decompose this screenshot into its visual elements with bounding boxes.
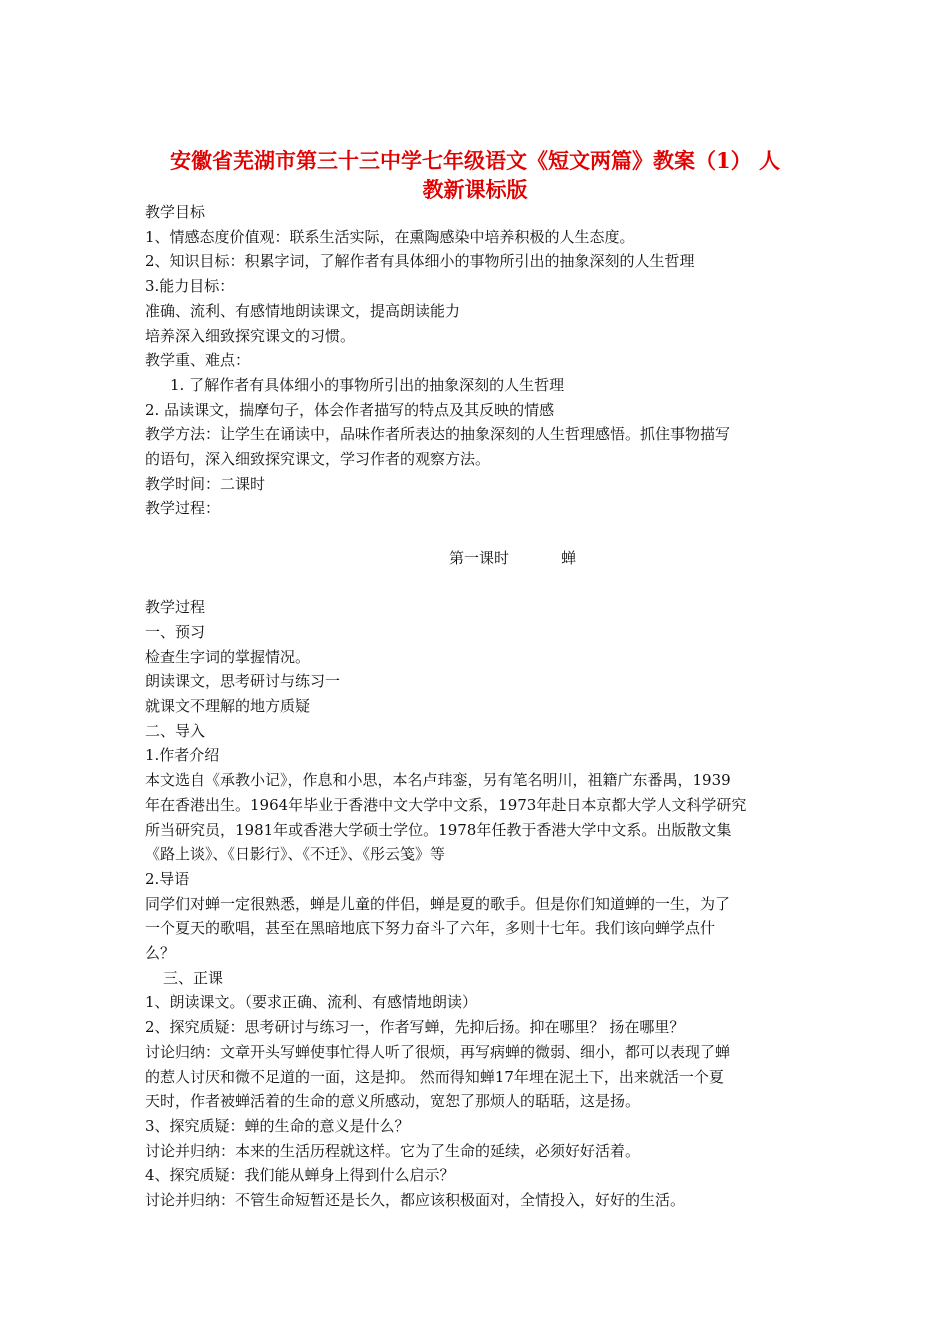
section-line: 一个夏天的歌唱，甚至在黑暗地底下努力奋斗了六年，多则十七年。我们该向蝉学点什	[145, 919, 716, 938]
section-line: 4、探究质疑：我们能从蝉身上得到什么启示？	[145, 1166, 455, 1185]
section-line: 朗读课文，思考研讨与练习一	[145, 672, 341, 691]
section-line: 所当研究员，1981年或香港大学硕士学位。1978年任教于香港大学中文系。出版散文集	[145, 820, 732, 839]
section-three-heading: 三、正课	[163, 968, 224, 987]
section-line: 讨论归纳：文章开头写蝉使事忙得人听了很烦，再写病蝉的微弱、细小，都可以表现了蝉	[145, 1042, 731, 1061]
intro-line: 准确、流利、有感情地朗读课文，提高朗读能力	[145, 301, 461, 320]
method-line: 教学方法：让学生在诵读中，品味作者所表达的抽象深刻的人生哲理感悟。抓住事物描写	[145, 425, 731, 444]
title-line-2: 教新课标版	[422, 177, 528, 202]
document-title	[130, 146, 820, 204]
section-line: 2.导语	[145, 869, 190, 888]
section-line: 本文选自《承教小记》，作息和小思，本名卢玮銮，另有笔名明川，祖籍广东番禺，1939	[145, 771, 731, 790]
teaching-process: 教学过程：	[145, 499, 221, 518]
section-line: 《路上谈》、《日影行》、《不迁》、《彤云笺》等	[145, 845, 446, 864]
section-line: 检查生字词的掌握情况。	[145, 647, 311, 666]
section-line: 同学们对蝉一定很熟悉，蝉是儿童的伴侣，蝉是夏的歌手。但是你们知道蝉的一生，为了	[145, 894, 731, 913]
section-line: 教学过程	[145, 598, 206, 617]
key-point-1: 1. 了解作者有具体细小的事物所引出的抽象深刻的人生哲理	[170, 375, 565, 394]
lesson-topic: 蝉	[561, 548, 577, 567]
teaching-time: 教学时间：二课时	[145, 474, 266, 493]
section-line: 讨论并归纳：本来的生活历程就这样。它为了生命的延续，必须好好活着。	[145, 1141, 641, 1160]
section-line: 的惹人讨厌和微不足道的一面，这是抑。 然而得知蝉17年埋在泥土下，出来就活一个夏	[145, 1067, 724, 1086]
intro-line: 1、情感态度价值观：联系生活实际，在熏陶感染中培养积极的人生态度。	[145, 227, 635, 246]
section-line: 么？	[145, 944, 176, 963]
intro-line: 教学重、难点：	[145, 351, 251, 370]
section-line: 1.作者介绍	[145, 746, 220, 765]
section-line: 讨论并归纳：不管生命短暂还是长久，都应该积极面对，全情投入，好好的生活。	[145, 1191, 686, 1210]
title-line-1: 安徽省芜湖市第三十三中学七年级语文《短文两篇》教案（1） 人	[170, 148, 780, 173]
key-point-2: 2. 品读课文，揣摩句子，体会作者描写的特点及其反映的情感	[145, 400, 555, 419]
lesson-heading	[145, 546, 810, 571]
section-line: 一、预习	[145, 622, 206, 641]
document-body	[145, 200, 810, 1213]
section-line: 二、导入	[145, 721, 206, 740]
intro-line: 2、知识目标：积累字词，了解作者有具体细小的事物所引出的抽象深刻的人生哲理	[145, 252, 695, 271]
lesson-label: 第一课时	[448, 548, 509, 567]
intro-line: 教学目标	[145, 203, 206, 221]
section-line: 3、探究质疑：蝉的生命的意义是什么？	[145, 1116, 410, 1135]
spacer	[145, 521, 810, 546]
intro-line: 3.能力目标：	[145, 277, 235, 296]
method-line: 的语句，深入细致探究课文，学习作者的观察方法。	[145, 450, 491, 469]
section-line: 就课文不理解的地方质疑	[145, 697, 311, 716]
intro-line: 培养深入细致探究课文的习惯。	[145, 326, 356, 345]
section-line: 2、探究质疑：思考研讨与练习一，作者写蝉，先抑后扬。抑在哪里？ 扬在哪里？	[145, 1018, 685, 1037]
section-line: 年在香港出生。1964年毕业于香港中文大学中文系，1973年赴日本京都大学人文科学研究	[145, 795, 747, 814]
spacer	[145, 571, 810, 596]
section-line: 1、朗读课文。（要求正确、流利、有感情地朗读）	[145, 993, 478, 1012]
section-line: 天时，作者被蝉活着的生命的意义所感动，宽恕了那烦人的聒聒，这是扬。	[145, 1092, 641, 1111]
